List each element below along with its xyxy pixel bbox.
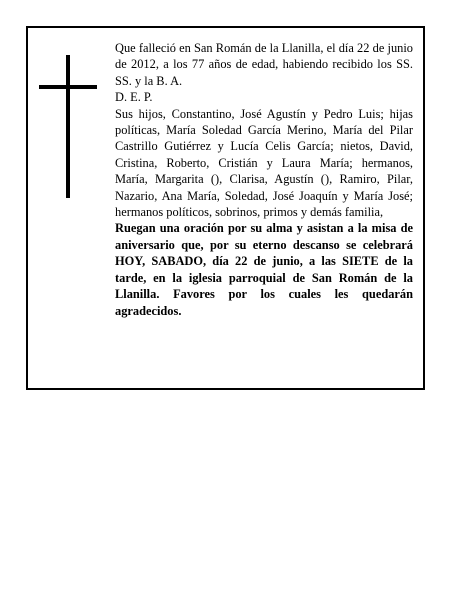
notice-family: Sus hijos, Constantino, José Agustín y Pedro Luis; hijas políticas, María Soledad García Merino, María del Pilar Castrillo Gutiérrez y Lucía Celis García; nietos, David, Cristina, Roberto, Cristián y Laura María; hermanos, María, Margarita (), Clarisa, Agustín (), Ramiro, Pilar, Nazario, Ana María, Soledad, José Joaquín y María José; hermanos políticos, sobrinos, primos y demás familia, xyxy=(115,106,413,220)
cross-vertical-bar xyxy=(66,55,70,198)
cross-horizontal-bar xyxy=(39,85,97,89)
notice-intro: Que falleció en San Román de la Llanilla, el día 22 de junio de 2012, a los 77 años de edad, habiendo recibido los SS. SS. y la B. A. xyxy=(115,41,413,88)
notice-text xyxy=(115,40,413,319)
obituary-notice xyxy=(26,26,425,390)
cross-icon xyxy=(39,55,97,198)
notice-request: Ruegan una oración por su alma y asistan a la misa de aniversario que, por su eterno descanso se celebrará HOY, SABADO, día 22 de junio, a las SIETE de la tarde, en la iglesia parroquial de San Román de la Llanilla. Favores por los cuales les quedarán agradecidos. xyxy=(115,221,413,318)
notice-dep: D. E. P. xyxy=(115,90,153,105)
